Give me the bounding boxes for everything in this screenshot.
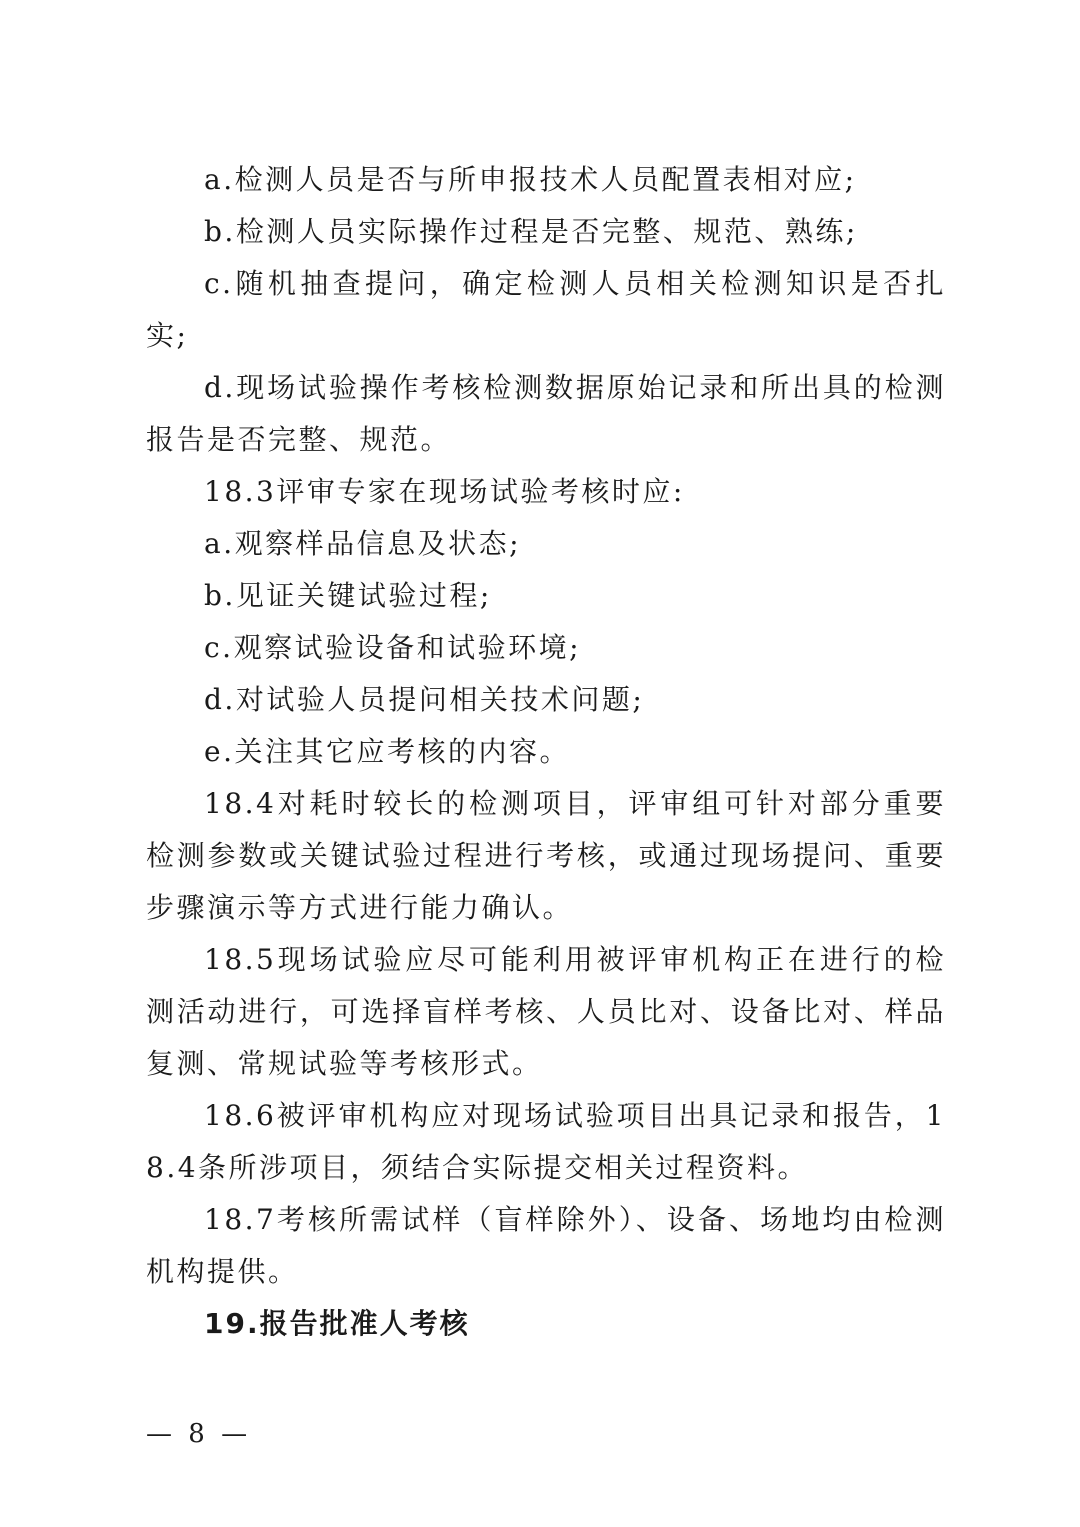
clause-18-3-item-d: d.对试验人员提问相关技术问题;	[204, 683, 645, 716]
clause-18-3-item-c: c.观察试验设备和试验环境;	[204, 631, 582, 664]
page-number: — 8 —	[146, 1419, 252, 1449]
page-content	[146, 154, 946, 1350]
clause-18-4: 18.4对耗时较长的检测项目，评审组可针对部分重要检测参数或关键试验过程进行考核，或通过现场提问、重要步骤演示等方式进行能力确认。	[146, 787, 946, 924]
clause-18-3-item-b: b.见证关键试验过程;	[204, 579, 492, 612]
clause-18-3-item-a: a.观察样品信息及状态;	[204, 527, 522, 560]
clause-18-6: 18.6被评审机构应对现场试验项目出具记录和报告，18.4条所涉项目，须结合实际提交相关过程资料。	[146, 1099, 946, 1184]
section-heading-19: 19.报告批准人考核	[204, 1307, 470, 1340]
clause-18-5: 18.5现场试验应尽可能利用被评审机构正在进行的检测活动进行，可选择盲样考核、人员比对、设备比对、样品复测、常规试验等考核形式。	[146, 943, 946, 1080]
item-d-records-reports: d.现场试验操作考核检测数据原始记录和所出具的检测报告是否完整、规范。	[146, 371, 946, 456]
clause-18-3: 18.3评审专家在现场试验考核时应:	[204, 475, 685, 508]
item-b-operation-process: b.检测人员实际操作过程是否完整、规范、熟练;	[204, 215, 858, 248]
item-c-random-questioning: c.随机抽查提问，确定检测人员相关检测知识是否扎实;	[146, 267, 946, 352]
clause-18-3-item-e: e.关注其它应考核的内容。	[204, 735, 570, 768]
clause-18-7: 18.7考核所需试样（盲样除外）、设备、场地均由检测机构提供。	[146, 1203, 946, 1288]
item-a-personnel-match: a.检测人员是否与所申报技术人员配置表相对应;	[204, 163, 857, 196]
